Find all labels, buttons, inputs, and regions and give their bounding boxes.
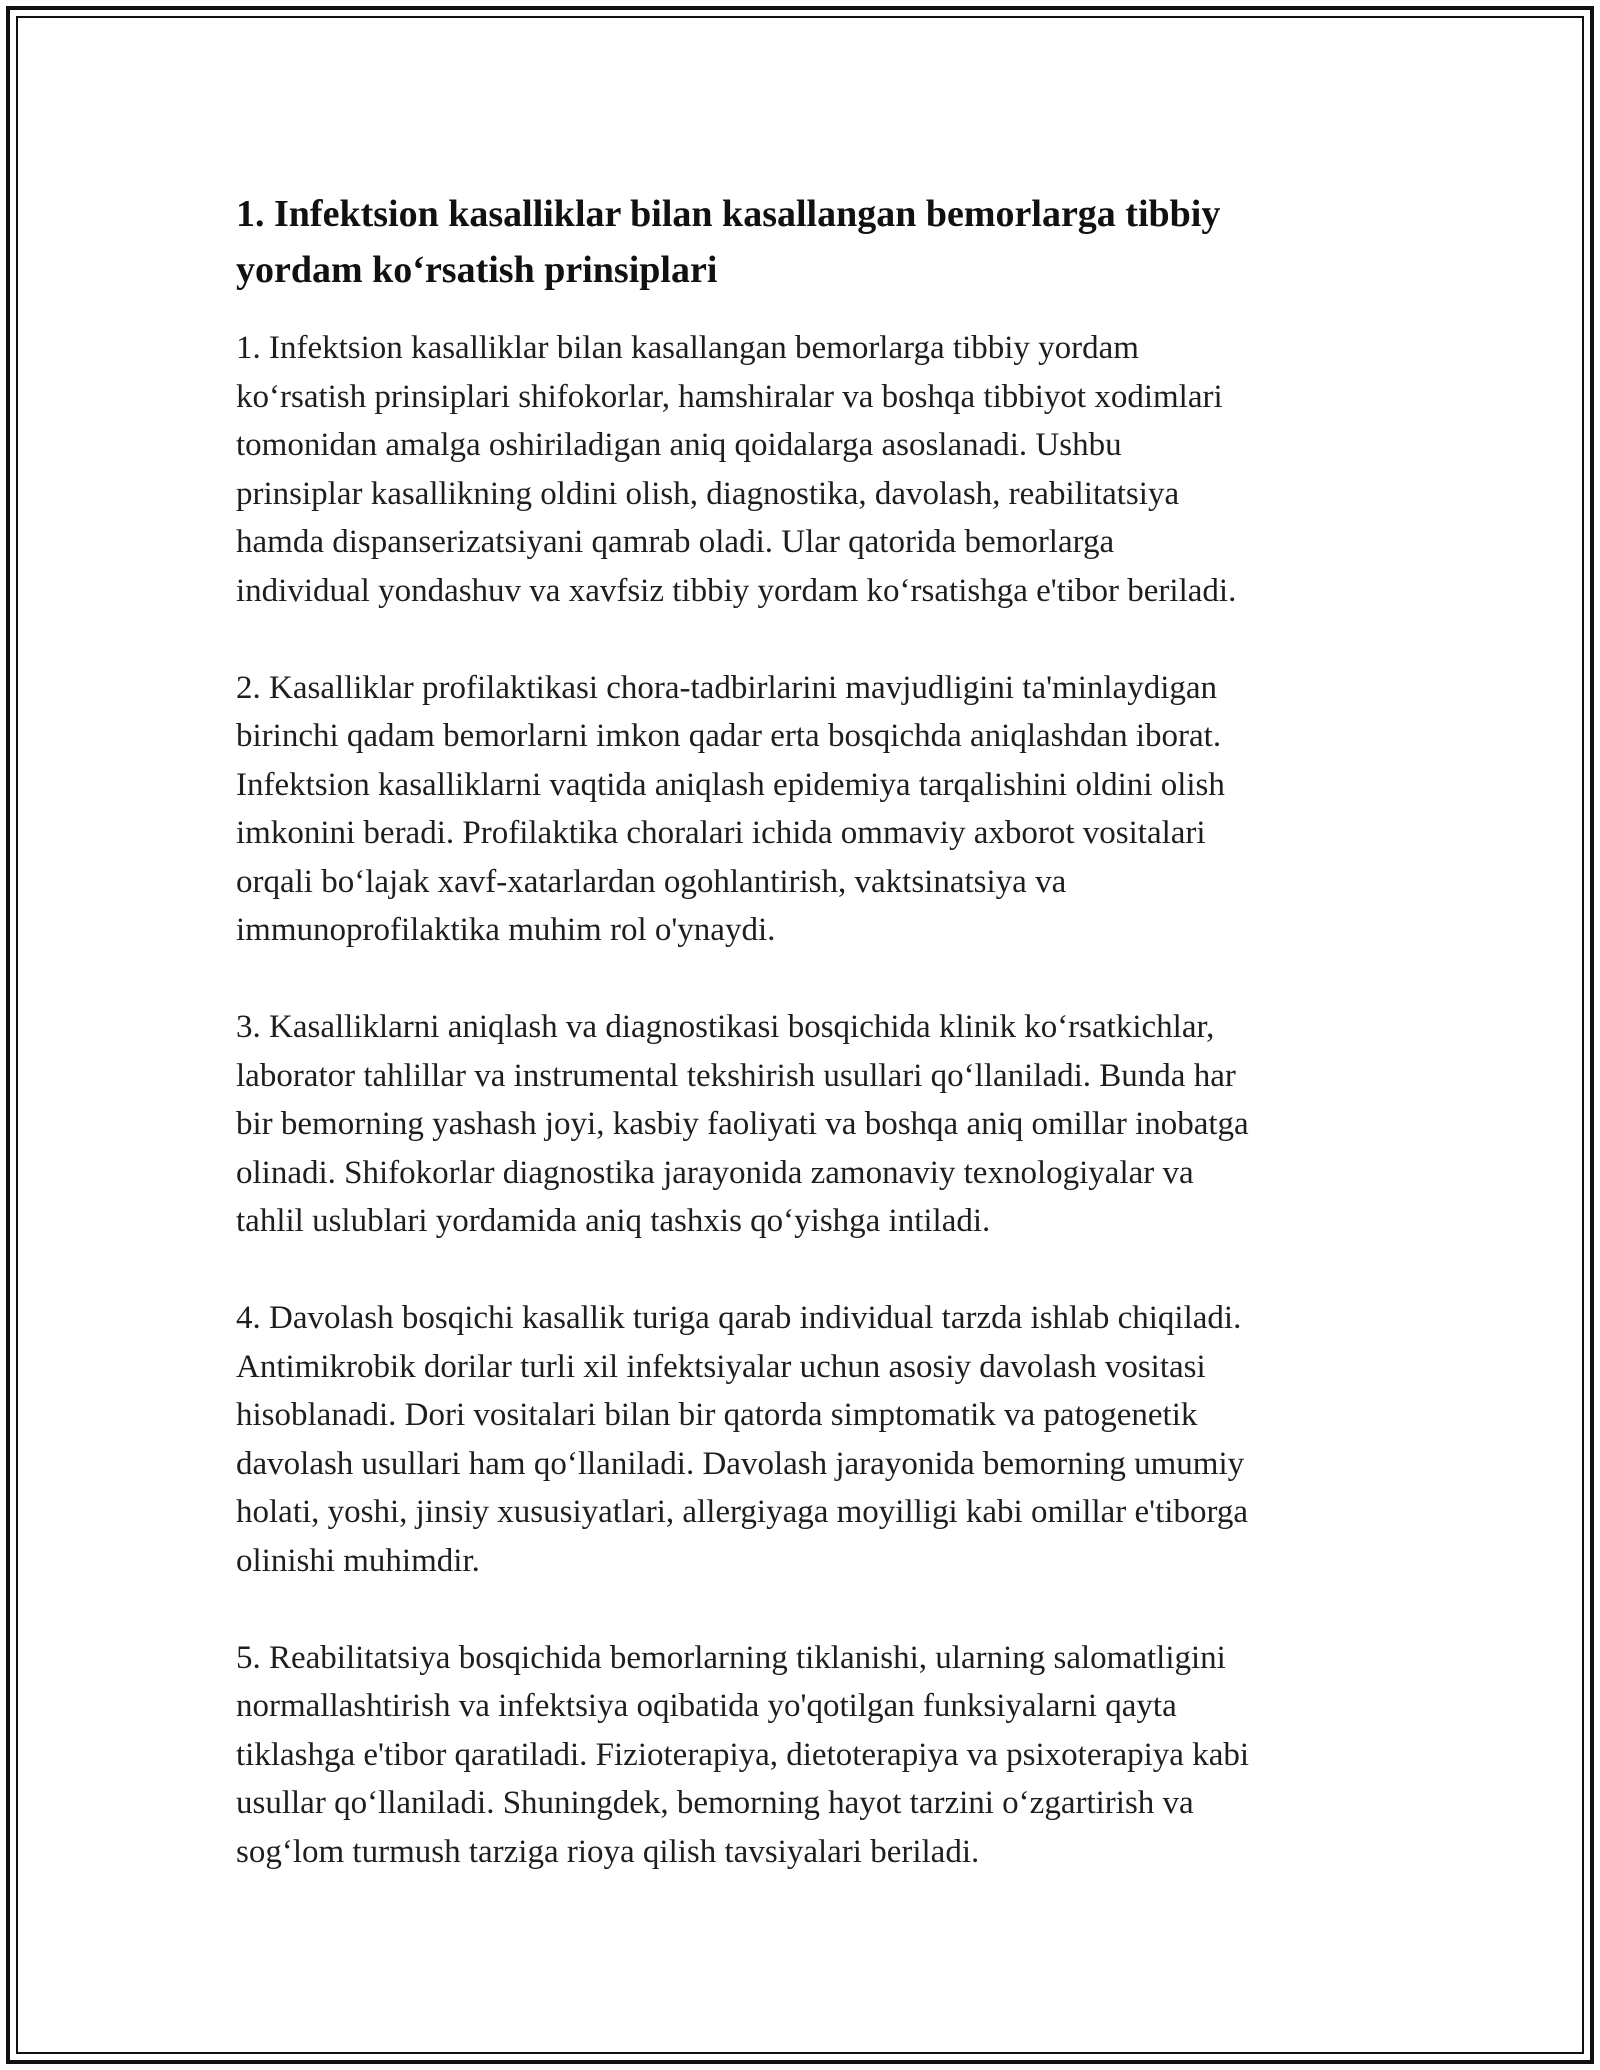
paragraph-line: koʻrsatish prinsiplari shifokorlar, hamshiralar va boshqa tibbiyot xodimlari: [236, 378, 1223, 415]
paragraph-line: bir bemorning yashash joyi, kasbiy faoliyati va boshqa aniq omillar inobatga: [236, 1106, 1249, 1142]
paragraph-line: hamda dispanserizatsiyani qamrab oladi. Ular qatorida bemorlarga: [236, 524, 1115, 560]
paragraph-line: davolash usullari ham qoʻllaniladi. Davolash jarayonida bemorning umumiy: [236, 1445, 1245, 1482]
paragraph-line: birinchi qadam bemorlarni imkon qadar erta bosqichda aniqlashdan iborat.: [236, 718, 1222, 754]
paragraph-line: orqali boʻlajak xavf-xatarlardan ogohlantirish, vaktsinatsiya va: [236, 863, 1067, 900]
paragraph-line: olinadi. Shifokorlar diagnostika jarayonida zamonaviy texnologiyalar va: [236, 1154, 1194, 1191]
paragraph-line: Infektsion kasalliklarni vaqtida aniqlash epidemiya tarqalishini oldini olish: [236, 766, 1225, 803]
paragraph-line: imkonini beradi. Profilaktika choralari ichida ommaviy axborot vositalari: [236, 815, 1206, 851]
paragraph-line: tahlil uslublari yordamida aniq tashxis qoʻyishga intiladi.: [236, 1203, 991, 1239]
paragraph-line: olinishi muhimdir.: [236, 1542, 480, 1579]
paragraph-line: usullar qoʻllaniladi. Shuningdek, bemorning hayot tarzini oʻzgartirish va: [236, 1785, 1194, 1821]
paragraph-line: holati, yoshi, jinsiy xususiyatlari, allergiyaga moyilligi kabi omillar e'tiborga: [236, 1494, 1248, 1530]
paragraph-3: [236, 1003, 1376, 1246]
document-title-line: yordam koʻrsatish prinsiplari: [236, 249, 718, 291]
document-title-line: 1. Infektsion kasalliklar bilan kasallangan bemorlarga tibbiy: [236, 193, 1221, 235]
paragraph-line: laborator tahlillar va instrumental tekshirish usullari qoʻllaniladi. Bunda har: [236, 1057, 1236, 1094]
paragraph-line: Antimikrobik dorilar turli xil infektsiyalar uchun asosiy davolash vositasi: [236, 1348, 1206, 1385]
paragraph-line: sogʻlom turmush tarziga rioya qilish tavsiyalari beriladi.: [236, 1833, 980, 1870]
paragraph-line: individual yondashuv va xavfsiz tibbiy yordam koʻrsatishga e'tibor beriladi.: [236, 572, 1237, 609]
document-title: [236, 186, 1376, 298]
paragraph-line: 3. Kasalliklarni aniqlash va diagnostikasi bosqichida klinik koʻrsatkichlar,: [236, 1009, 1215, 1045]
paragraph-line: prinsiplar kasallikning oldini olish, diagnostika, davolash, reabilitatsiya: [236, 475, 1180, 512]
paragraph-1: [236, 324, 1376, 615]
paragraph-5: [236, 1634, 1376, 1877]
paragraph-line: immunoprofilaktika muhim rol o'ynaydi.: [236, 912, 776, 948]
paragraph-line: 1. Infektsion kasalliklar bilan kasallangan bemorlarga tibbiy yordam: [236, 330, 1139, 366]
paragraph-line: hisoblanadi. Dori vositalari bilan bir qatorda simptomatik va patogenetik: [236, 1397, 1198, 1433]
paragraph-line: 5. Reabilitatsiya bosqichida bemorlarning tiklanishi, ularning salomatligini: [236, 1639, 1226, 1676]
paragraph-list: [236, 324, 1376, 1876]
paragraph-4: [236, 1294, 1376, 1585]
paragraph-line: normallashtirish va infektsiya oqibatida yo'qotilgan funksiyalarni qayta: [236, 1688, 1177, 1724]
paragraph-line: tiklashga e'tibor qaratiladi. Fizioterapiya, dietoterapiya va psixoterapiya kabi: [236, 1736, 1250, 1773]
paragraph-line: 2. Kasalliklar profilaktikasi chora-tadbirlarini mavjudligini ta'minlaydigan: [236, 669, 1218, 706]
paragraph-line: tomonidan amalga oshiriladigan aniq qoidalarga asoslanadi. Ushbu: [236, 427, 1122, 463]
paragraph-2: [236, 664, 1376, 955]
document-body: [236, 186, 1376, 1876]
paragraph-line: 4. Davolash bosqichi kasallik turiga qarab individual tarzda ishlab chiqiladi.: [236, 1300, 1242, 1336]
